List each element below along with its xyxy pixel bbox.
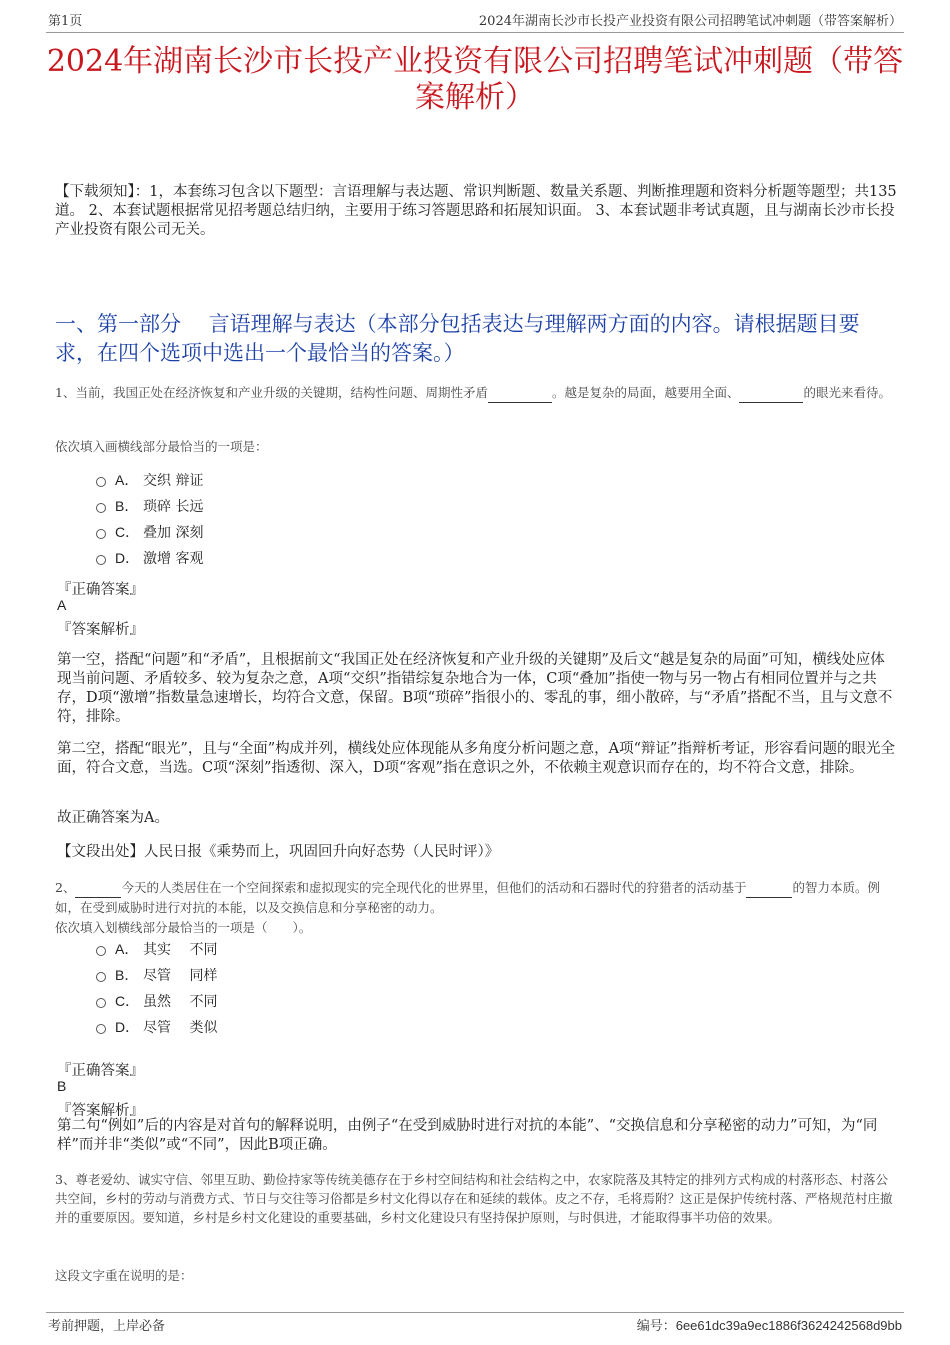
header-divider: [46, 32, 904, 33]
radio-icon[interactable]: [96, 972, 106, 982]
option-b[interactable]: B． 尽管 同样: [96, 962, 217, 988]
section-heading: 一、第一部分 言语理解与表达（本部分包括表达与理解两方面的内容。请根据题目要求，在四个选项中选出一个最恰当的答案。）: [55, 312, 860, 365]
analysis-paragraph: 第一空，搭配“问题”和“矛盾”，且根据前文“我国正处在经济恢复和产业升级的关键期”及后文“越是复杂的局面”可知，横线处应体现当前问题、矛盾较多、较为复杂之意，A项“交织”指错综复杂地合为一体，C项“叠加”指使一物与另一物占有相同位置并与之共存，D项“激增”指数量急速增长，均符合文意，保留。B项“琐碎”指很小的、零乱的事，细小散碎，与“矛盾”搭配不当，且与文意不符，排除。: [57, 652, 893, 725]
question-2-stem: 2、 今天的人类居住在一个空间探索和虚拟现实的完全现代化的世界里，但他们的活动和石器时代的狩猎者的活动基于 的智力本质。例如，在受到威胁时进行对抗的本能，以及交换信息和分享秘密的动力。: [55, 880, 880, 915]
blank-1: [488, 383, 552, 403]
radio-icon[interactable]: [96, 998, 106, 1008]
option-b[interactable]: B． 琐碎 长远: [96, 493, 203, 519]
question-1-stem: 1、当前，我国正处在经济恢复和产业升级的关键期，结构性问题、周期性矛盾 。越是复杂的局面，越要用全面、 的眼光来看待。: [55, 383, 900, 403]
option-c[interactable]: C． 叠加 深刻: [96, 519, 203, 545]
question-3-stem: 3、尊老爱幼、诚实守信、邻里互助、勤俭持家等传统美德存在于乡村空间结构和社会结构之中，农家院落及其特定的排列方式构成的村落形态、村落公共空间，乡村的劳动与消费方式、节日与交往等习俗都是乡村文化得以存在和延续的载体。皮之不存，毛将焉附？这正是保护传统村落、严格规范村庄撤并的重要原因。要知道，乡村是乡村文化建设的重要基础，乡村文化建设只有坚持保护原则，与时俱进，才能取得事半功倍的效果。: [55, 1172, 893, 1225]
option-a[interactable]: A． 其实 不同: [96, 936, 217, 962]
question-3-prompt: 这段文字重在说明的是：: [55, 1268, 193, 1283]
radio-icon[interactable]: [96, 503, 106, 513]
radio-icon[interactable]: [96, 1024, 106, 1034]
analysis-paragraph: 第二空，搭配“眼光”，且与“全面”构成并列，横线处应体现能从多角度分析问题之意，A项“辩证”指辩析考证，形容看问题的眼光全面，符合文意，当选。C项“深刻”指透彻、深入，D项“客观”指在意识之外，不依赖主观意识而存在的，均不符合文意，排除。: [57, 741, 895, 776]
option-c[interactable]: C． 虽然 不同: [96, 988, 217, 1014]
footer-divider: [46, 1312, 904, 1313]
analysis-label: 『答案解析』: [57, 622, 144, 638]
correct-answer-value: A: [57, 597, 67, 613]
question-1-options: [96, 467, 203, 571]
question-2-prompt: 依次填入划横线部分最恰当的一项是（ ）。: [55, 920, 312, 935]
footer-code: [637, 1315, 902, 1334]
header-doc-title: 2024年湖南长沙市长投产业投资有限公司招聘笔试冲刺题（带答案解析）: [478, 14, 902, 29]
radio-icon[interactable]: [96, 946, 106, 956]
footer-code-value: 6ee61dc39a9ec1886f3624242568d9bb: [675, 1318, 902, 1333]
option-a[interactable]: A． 交织 辩证: [96, 467, 203, 493]
question-2-options: [96, 936, 217, 1040]
analysis-paragraph: 第二句“例如”后的内容是对首句的解释说明，由例子“在受到威胁时进行对抗的本能”、“交换信息和分享秘密的动力”可知，为“同样”而并非“类似”或“不同”，因此B项正确。: [57, 1118, 878, 1153]
correct-answer-label: 『正确答案』: [57, 582, 144, 598]
blank-1: [75, 878, 121, 898]
correct-answer-label: 『正确答案』: [57, 1063, 144, 1079]
analysis-conclusion: 故正确答案为A。: [57, 810, 169, 826]
radio-icon[interactable]: [96, 477, 106, 487]
document-title: 2024年湖南长沙市长投产业投资有限公司招聘笔试冲刺题（带答案解析）: [46, 44, 904, 115]
download-notice: 【下载须知】：1，本套练习包含以下题型：言语理解与表达题、常识判断题、数量关系题、判断推理题和资料分析题等题型；共135道。 2、本套试题根据常见招考题总结归纳，主要用于练习答题思路和拓展知识面。 3、本套试题非考试真题，且与湖南长沙市长投产业投资有限公司无关。: [55, 184, 897, 238]
page-number: 第1页: [48, 14, 83, 29]
question-1-prompt: 依次填入画横线部分最恰当的一项是：: [55, 439, 268, 454]
source-note: 【文段出处】人民日报《乘势而上，巩固回升向好态势（人民时评）》: [57, 844, 500, 860]
footer-slogan: 考前押题，上岸必备: [48, 1319, 166, 1334]
blank-2: [746, 878, 792, 898]
blank-2: [739, 383, 803, 403]
option-d[interactable]: D． 激增 客观: [96, 545, 203, 571]
footer-code-label: 编号：: [636, 1319, 676, 1334]
option-d[interactable]: D． 尽管 类似: [96, 1014, 217, 1040]
radio-icon[interactable]: [96, 529, 106, 539]
correct-answer-value: B: [57, 1078, 67, 1094]
radio-icon[interactable]: [96, 555, 106, 565]
analysis-label: 『答案解析』: [57, 1103, 144, 1119]
